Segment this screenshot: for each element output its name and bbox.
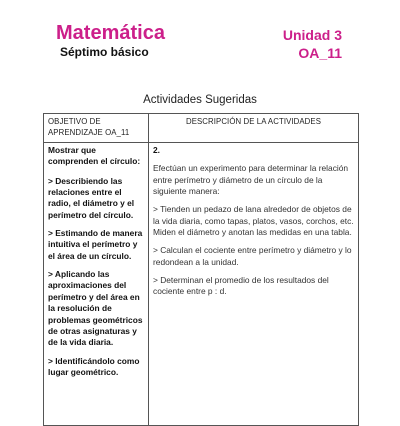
activity-paragraph: > Tienden un pedazo de lana alrededor de objetos de la vida diaria, como tapas, platos, vasos, corchos, etc. Miden el diámetro y anotan las medidas en una tabla. bbox=[153, 204, 354, 238]
objectives-cell bbox=[44, 143, 149, 426]
unit-label: Unidad 3 bbox=[282, 27, 342, 43]
oa-label: OA_11 bbox=[298, 45, 342, 61]
grade-label: Séptimo básico bbox=[60, 45, 149, 59]
objective-column-header: OBJETIVO DE APRENDIZAJE OA_11 bbox=[44, 114, 149, 143]
objective-intro: Mostrar que comprenden el círculo: bbox=[48, 145, 141, 167]
objective-item: > Identificándolo como lugar geométrico. bbox=[48, 355, 140, 377]
activities-table bbox=[43, 113, 359, 426]
description-cell bbox=[149, 143, 359, 426]
objective-item: > Estimando de manera intuitiva el perímetro y el área de un círculo. bbox=[48, 228, 143, 261]
activity-paragraph: Efectúan un experimento para determinar la relación entre perímetro y diámetro de un círculo de la siguiente manera: bbox=[153, 163, 349, 197]
section-title: Actividades Sugeridas bbox=[143, 94, 257, 106]
activity-paragraph: > Determinan el promedio de los resultados del cociente entre p : d. bbox=[153, 275, 329, 297]
activity-paragraph: > Calculan el cociente entre perímetro y diámetro y lo redondean a la unidad. bbox=[153, 245, 352, 267]
objective-item: > Aplicando las aproximaciones del perímetro y del área en la resolución de problemas geométricos de otras asignaturas y de la vida diaria. bbox=[48, 269, 143, 348]
activity-number: 2. bbox=[153, 145, 160, 156]
table-row bbox=[44, 143, 359, 426]
subject-title: Matemática bbox=[56, 22, 165, 44]
table-header-row bbox=[44, 114, 359, 143]
objective-item: > Describiendo las relaciones entre el radio, el diámetro y el perímetro del círculo. bbox=[48, 175, 135, 220]
description-column-header: DESCRIPCIÓN DE LA ACTIVIDADES bbox=[149, 114, 359, 143]
